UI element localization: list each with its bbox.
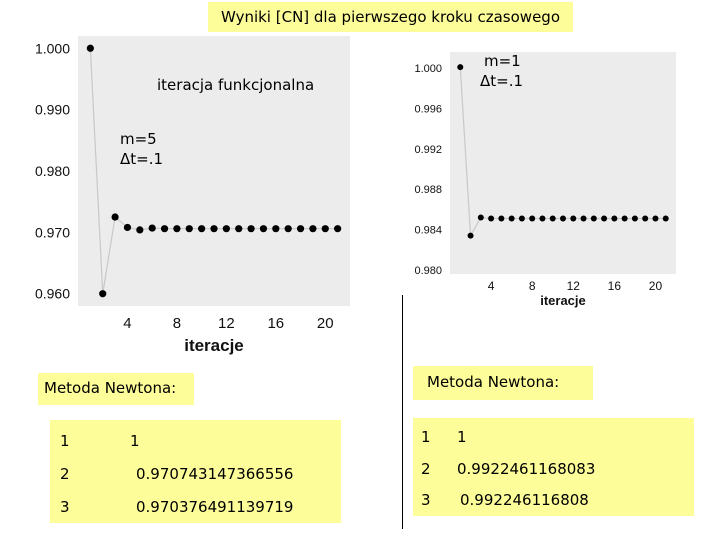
slide-title	[208, 2, 573, 32]
y-tick-label: 0.996	[414, 103, 442, 116]
data-point	[124, 224, 131, 231]
y-tick-label: 0.980	[414, 264, 442, 277]
data-point	[285, 225, 292, 232]
data-point	[149, 224, 156, 231]
vertical-divider	[402, 295, 403, 529]
y-tick-label: 0.980	[34, 163, 70, 179]
table-cell-index: 2	[60, 465, 70, 483]
data-point	[509, 216, 515, 222]
data-point	[642, 216, 648, 222]
x-tick-label: 8	[172, 315, 182, 332]
table-cell-value: 1	[130, 432, 140, 450]
table-cell-index: 3	[60, 498, 70, 516]
data-point	[468, 233, 474, 239]
data-point	[488, 216, 494, 222]
data-point	[478, 214, 484, 220]
left-newton-heading-text: Metoda Newtona:	[44, 379, 177, 397]
right-m-annotation: m=1	[484, 52, 521, 70]
y-tick-label: 0.984	[414, 224, 442, 237]
data-point	[539, 216, 545, 222]
data-point	[87, 45, 94, 52]
data-point	[550, 216, 556, 222]
data-point	[111, 213, 118, 220]
data-point	[198, 225, 205, 232]
data-point	[519, 216, 525, 222]
data-point	[334, 225, 341, 232]
x-tick-label: 8	[528, 279, 536, 293]
table-cell-index: 2	[421, 460, 431, 478]
data-point	[652, 216, 658, 222]
method-annotation: iteracja funkcjonalna	[157, 76, 315, 94]
data-point	[272, 225, 279, 232]
y-tick-label: 0.992	[414, 143, 442, 156]
right-newton-heading	[413, 366, 593, 400]
data-point	[322, 225, 329, 232]
data-point	[309, 225, 316, 232]
data-point	[223, 225, 230, 232]
data-point	[611, 216, 617, 222]
data-point	[297, 225, 304, 232]
data-point	[186, 225, 193, 232]
data-point	[235, 225, 242, 232]
table-cell-index: 1	[421, 428, 431, 446]
x-axis-label: iteracje	[184, 336, 244, 355]
x-tick-label: 16	[267, 315, 285, 332]
data-point	[632, 216, 638, 222]
table-cell-value: 0.9922461168083	[457, 460, 596, 478]
data-point	[260, 225, 267, 232]
data-point	[498, 216, 504, 222]
table-cell-index: 3	[421, 491, 431, 509]
y-tick-label: 1.000	[414, 63, 442, 76]
data-point	[529, 216, 535, 222]
y-tick-label: 0.970	[34, 224, 70, 241]
right-chart	[410, 50, 680, 312]
data-point	[560, 216, 566, 222]
table-cell-value: 0.970743147366556	[136, 465, 294, 483]
right-dt-annotation: Δt=.1	[480, 72, 524, 90]
table-cell-value: 0.970376491139719	[136, 498, 294, 516]
slide-title-text: Wyniki [CN] dla pierwszego kroku czasowego	[221, 8, 560, 26]
x-tick-label: 16	[607, 279, 622, 293]
y-tick-label: 0.990	[34, 101, 70, 118]
x-tick-label: 4	[487, 279, 495, 293]
right-newton-heading-text: Metoda Newtona:	[427, 373, 560, 391]
x-tick-label: 12	[218, 315, 235, 332]
table-cell-value: 0.992246116808	[460, 491, 589, 509]
data-point	[161, 225, 168, 232]
x-tick-label: 4	[123, 315, 132, 332]
data-point	[591, 216, 597, 222]
right-results-table	[413, 418, 694, 516]
left-results-table	[50, 420, 341, 523]
y-tick-label: 0.988	[414, 184, 442, 197]
data-point	[601, 216, 607, 222]
x-tick-label: 12	[566, 279, 580, 293]
data-point	[622, 216, 628, 222]
data-point	[173, 225, 180, 232]
y-tick-label: 1.000	[34, 40, 70, 57]
data-point	[136, 226, 143, 233]
data-point	[210, 225, 217, 232]
left-newton-heading	[38, 373, 194, 405]
left-m-annotation: m=5	[120, 130, 157, 148]
data-point	[663, 216, 669, 222]
data-point	[99, 290, 106, 297]
data-point	[570, 216, 576, 222]
table-cell-index: 1	[60, 432, 70, 450]
data-point	[247, 225, 254, 232]
x-axis-label: iteracje	[540, 293, 586, 308]
data-point	[581, 216, 587, 222]
y-tick-label: 0.960	[34, 285, 70, 302]
x-tick-label: 20	[316, 315, 334, 332]
x-tick-label: 20	[648, 279, 663, 293]
left-dt-annotation: Δt=.1	[120, 150, 164, 168]
data-point	[457, 64, 463, 70]
table-cell-value: 1	[457, 428, 467, 446]
